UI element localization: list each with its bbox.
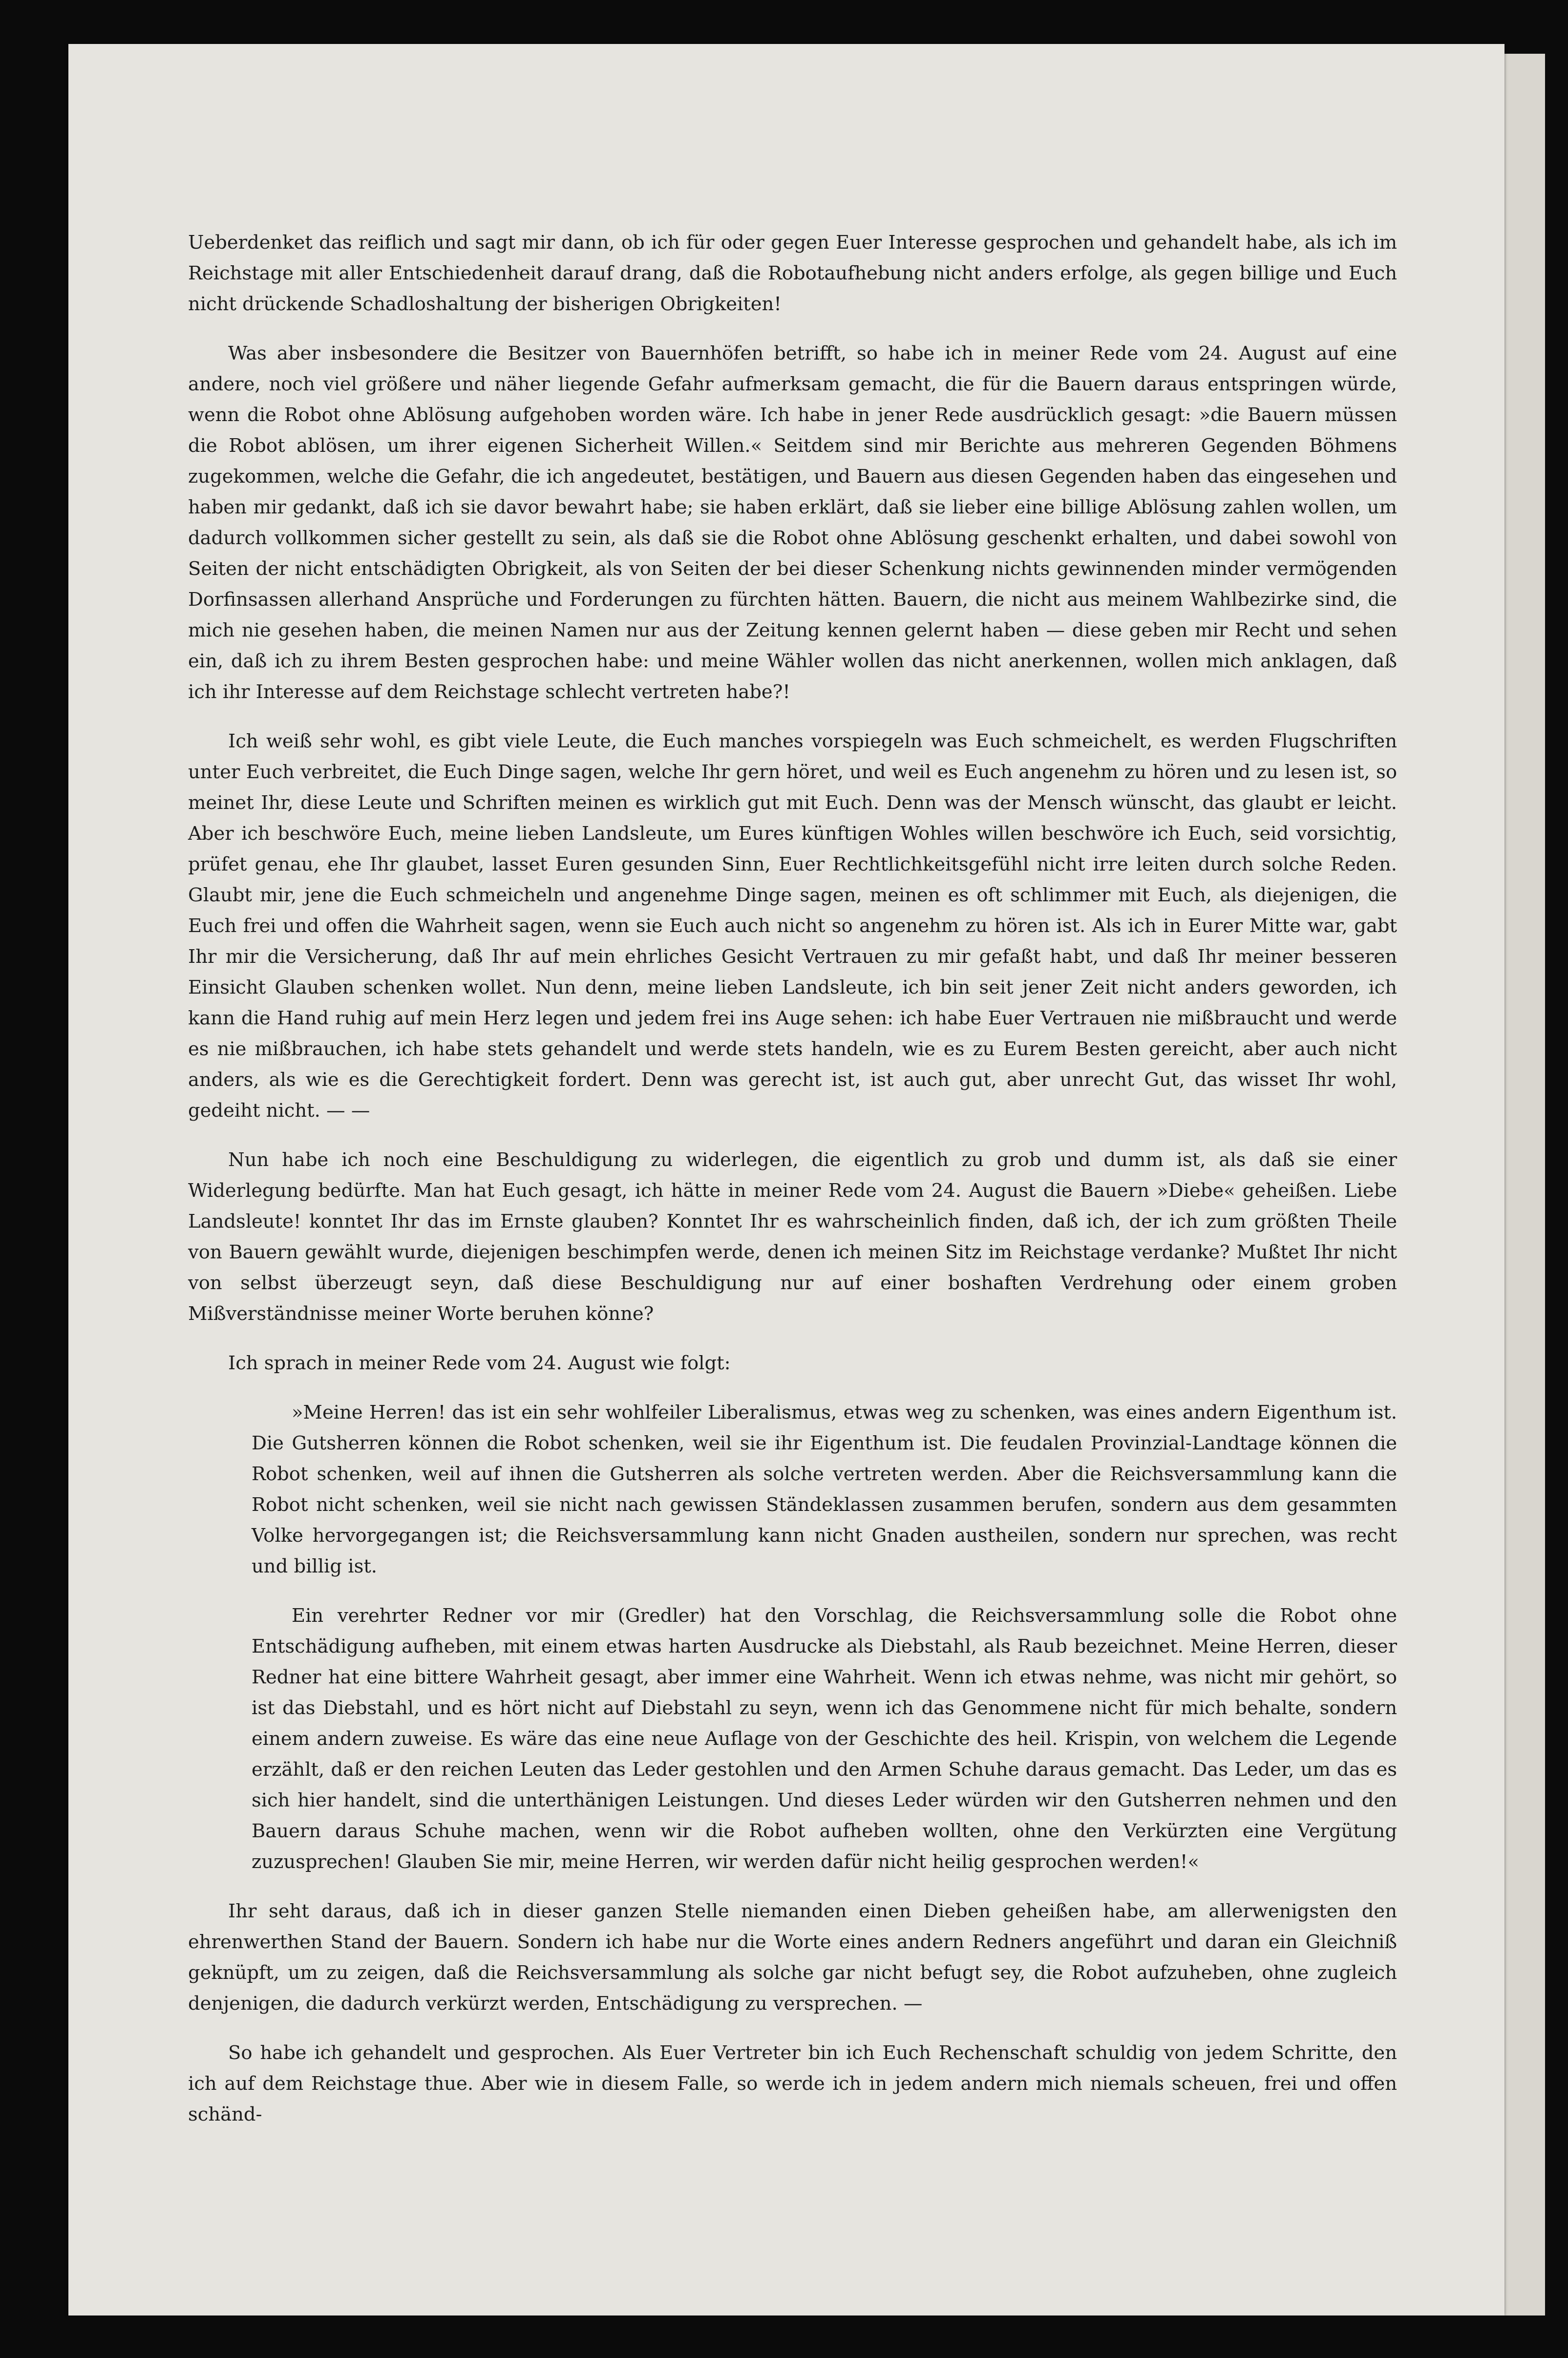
paragraph-6: Ihr seht daraus, daß ich in dieser ganzen Stelle niemanden einen Dieben geheißen habe, am allerwenigsten den ehrenwerthen Stand der Bauern. Sondern ich habe nur die Worte eines andern Redners angeführt und daran ein Gleichniß geknüpft, um zu zeigen, daß die Reichsversammlung als solche gar nicht befugt sey, die Robot aufzuheben, ohne zugleich denjenigen, die dadurch verkürzt werden, Entschädigung zu versprechen. — xyxy=(188,1900,1397,2015)
document-page xyxy=(68,44,1504,2316)
document-body xyxy=(188,227,1397,2148)
paragraph-1: Ueberdenket das reiflich und sagt mir dann, ob ich für oder gegen Euer Interesse gesprochen und gehandelt habe, als ich im Reichstage mit aller Entschiedenheit darauf drang, daß die Robotaufhebung nicht anders erfolge, als gegen billige und Euch nicht drückende Schadloshaltung der bisherigen Obrigkeiten! xyxy=(188,232,1397,315)
quote-paragraph-2: Ein verehrter Redner vor mir (Gredler) hat den Vorschlag, die Reichsversammlung solle die Robot ohne Entschädigung aufheben, mit einem etwas harten Ausdrucke als Diebstahl, als Raub bezeichnet. Meine Herren, dieser Redner hat eine bittere Wahrheit gesagt, aber immer eine Wahrheit. Wenn ich etwas nehme, was nicht mir gehört, so ist das Diebstahl, und es hört nicht auf Diebstahl zu seyn, wenn ich das Genommene nicht für mich behalte, sondern einem andern zuweise. Es wäre das eine neue Auflage von der Geschichte des heil. Krispin, von welchem die Legende erzählt, daß er den reichen Leuten das Leder gestohlen und den Armen Schuhe daraus gemacht. Das Leder, um das es sich hier handelt, sind die unterthänigen Leistungen. Und dieses Leder würden wir den Gutsherren nehmen und den Bauern daraus Schuhe machen, wenn wir die Robot aufheben wollten, ohne den Verkürzten eine Vergütung zuzusprechen! Glauben Sie mir, meine Herren, wir werden dafür nicht heilig gesprochen werden!« xyxy=(252,1605,1397,1873)
paragraph-7: So habe ich gehandelt und gesprochen. Als Euer Vertreter bin ich Euch Rechenschaft schuldig von jedem Schritte, den ich auf dem Reichstage thue. Aber wie in diesem Falle, so werde ich in jedem andern mich niemals scheuen, frei und offen schänd- xyxy=(188,2042,1397,2125)
quote-paragraph-1: »Meine Herren! das ist ein sehr wohlfeiler Liberalismus, etwas weg zu schenken, was eines andern Eigenthum ist. Die Gutsherren können die Robot schenken, weil sie ihr Eigenthum ist. Die feudalen Provinzial-Landtage können die Robot schenken, weil auf ihnen die Gutsherren als solche vertreten werden. Aber die Reichsversammlung kann die Robot nicht schenken, weil sie nicht nach gewissen Ständeklassen zusammen berufen, sondern aus dem gesammten Volke hervorgegangen ist; die Reichsversammlung kann nicht Gnaden austheilen, sondern nur sprechen, was recht und billig ist. xyxy=(252,1402,1397,1577)
paragraph-5: Ich sprach in meiner Rede vom 24. August wie folgt: xyxy=(228,1352,731,1374)
paragraph-2: Was aber insbesondere die Besitzer von Bauernhöfen betrifft, so habe ich in meiner Rede vom 24. August auf eine andere, noch viel größere und näher liegende Gefahr aufmerksam gemacht, die für die Bauern daraus entspringen würde, wenn die Robot ohne Ablösung aufgehoben worden wäre. Ich habe in jener Rede ausdrücklich gesagt: »die Bauern müssen die Robot ablösen, um ihrer eigenen Sicherheit Willen.« Seitdem sind mir Berichte aus mehreren Gegenden Böhmens zugekommen, welche die Gefahr, die ich angedeutet, bestätigen, und Bauern aus diesen Gegenden haben das eingesehen und haben mir gedankt, daß ich sie davor bewahrt habe; sie haben erklärt, daß sie lieber eine billige Ablösung zahlen wollen, um dadurch vollkommen sicher gestellt zu sein, als daß sie die Robot ohne Ablösung geschenkt erhalten, und dabei sowohl von Seiten der nicht entschädigten Obrigkeit, als von Seiten der bei dieser Schenkung nichts gewinnenden minder vermögenden Dorfinsassen allerhand Ansprüche und Forderungen zu fürchten hätten. Bauern, die nicht aus meinem Wahlbezirke sind, die mich nie gesehen haben, die meinen Namen nur aus der Zeitung kennen gelernt haben — diese geben mir Recht und sehen ein, daß ich zu ihrem Besten gesprochen habe: und meine Wähler wollen das nicht anerkennen, wollen mich anklagen, daß ich ihr Interesse auf dem Reichstage schlecht vertreten habe?! xyxy=(188,342,1397,703)
paragraph-4: Nun habe ich noch eine Beschuldigung zu widerlegen, die eigentlich zu grob und dumm ist, als daß sie einer Widerlegung bedürfte. Man hat Euch gesagt, ich hätte in meiner Rede vom 24. August die Bauern »Diebe« geheißen. Liebe Landsleute! konntet Ihr das im Ernste glauben? Konntet Ihr es wahrscheinlich finden, daß ich, der ich zum größten Theile von Bauern gewählt wurde, diejenigen beschimpfen werde, denen ich meinen Sitz im Reichstage verdanke? Mußtet Ihr nicht von selbst überzeugt seyn, daß diese Beschuldigung nur auf einer boshaften Verdrehung oder einem groben Mißverständnisse meiner Worte beruhen könne? xyxy=(188,1149,1397,1325)
speech-quote xyxy=(188,1397,1397,1877)
paragraph-3: Ich weiß sehr wohl, es gibt viele Leute, die Euch manches vorspiegeln was Euch schmeichelt, es werden Flugschriften unter Euch verbreitet, die Euch Dinge sagen, welche Ihr gern höret, und weil es Euch angenehm zu hören und zu lesen ist, so meinet Ihr, diese Leute und Schriften meinen es wirklich gut mit Euch. Denn was der Mensch wünscht, das glaubt er leicht. Aber ich beschwöre Euch, meine lieben Landsleute, um Eures künftigen Wohles willen beschwöre ich Euch, seid vorsichtig, prüfet genau, ehe Ihr glaubet, lasset Euren gesunden Sinn, Euer Rechtlichkeitsgefühl nicht irre leiten durch solche Reden. Glaubt mir, jene die Euch schmeicheln und angenehme Dinge sagen, meinen es oft schlimmer mit Euch, als diejenigen, die Euch frei und offen die Wahrheit sagen, wenn sie Euch auch nicht so angenehm zu hören ist. Als ich in Eurer Mitte war, gabt Ihr mir die Versicherung, daß Ihr auf mein ehrliches Gesicht Vertrauen zu mir gefaßt habt, und daß Ihr meiner besseren Einsicht Glauben schenken wollet. Nun denn, meine lieben Landsleute, ich bin seit jener Zeit nicht anders geworden, ich kann die Hand ruhig auf mein Herz legen und jedem frei ins Auge sehen: ich habe Euer Vertrauen nie mißbraucht und werde es nie mißbrauchen, ich habe stets gehandelt und werde stets handeln, wie es zu Eurem Besten gereicht, aber auch nicht anders, als wie es die Gerechtigkeit fordert. Denn was gerecht ist, ist auch gut, aber unrecht Gut, das wisset Ihr wohl, gedeiht nicht. — — xyxy=(188,730,1397,1122)
